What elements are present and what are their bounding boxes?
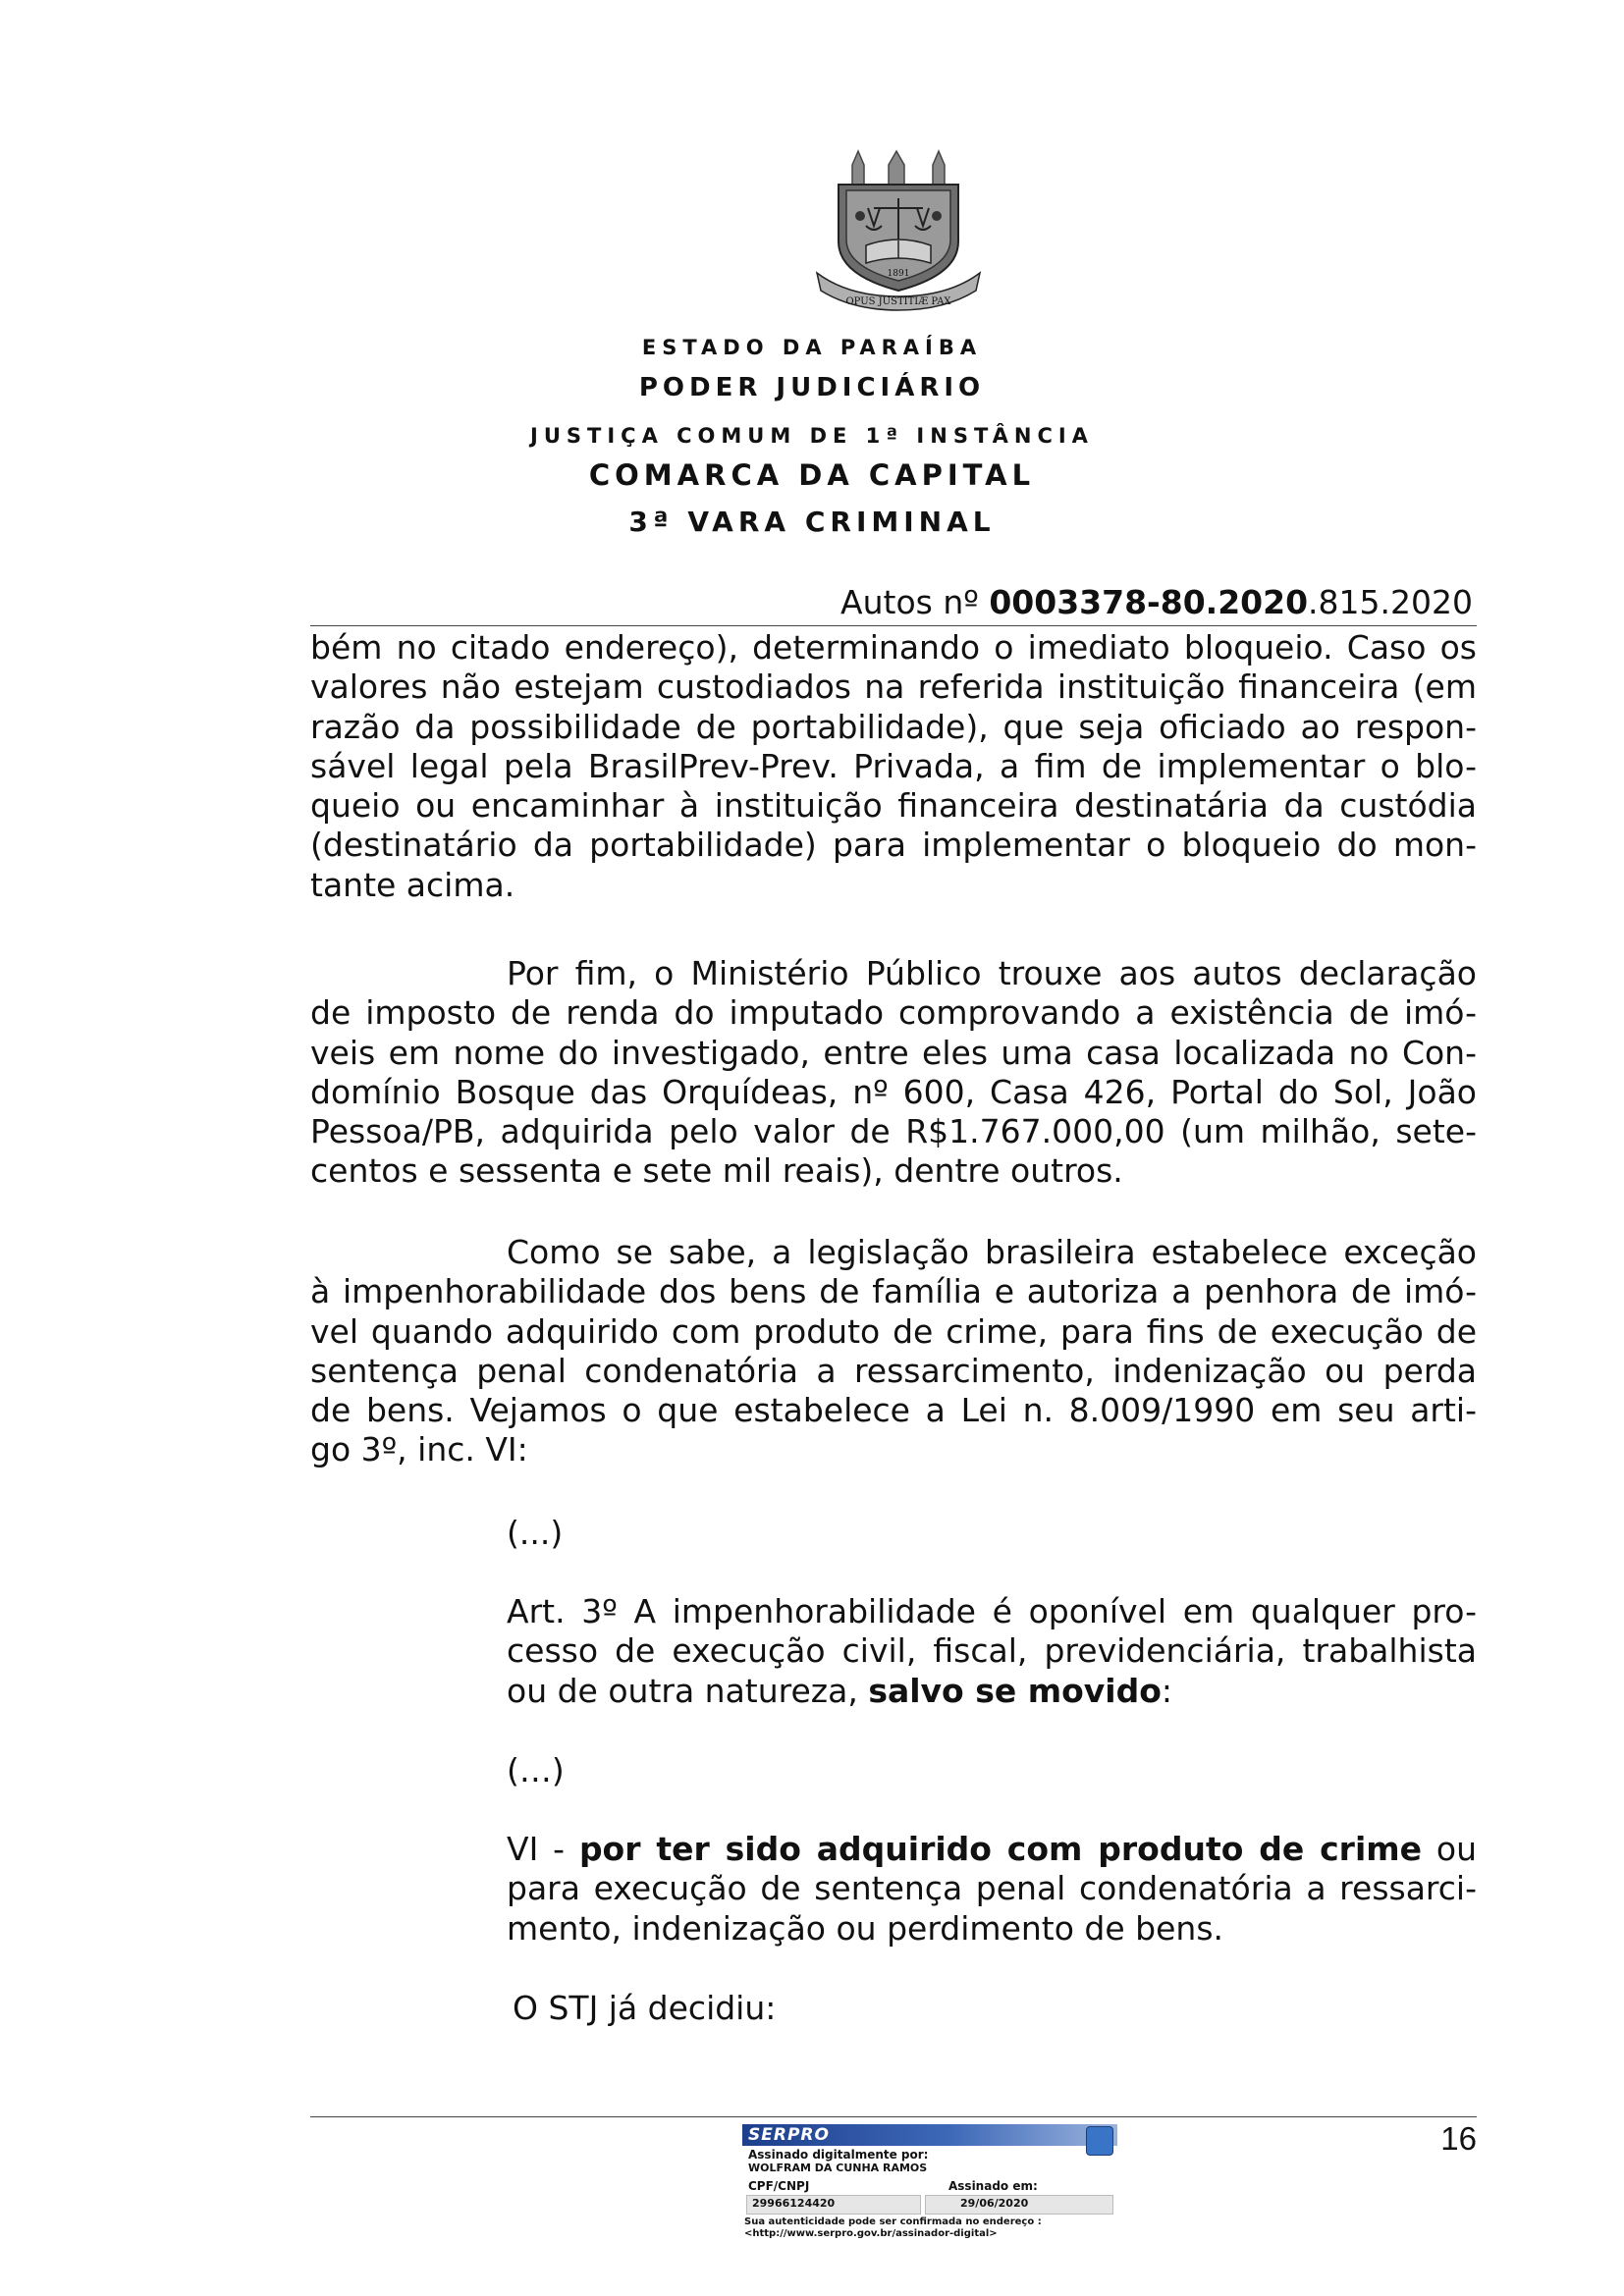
cpf-label: CPF/CNPJ — [748, 2179, 810, 2193]
signature-seal-icon — [1086, 2126, 1113, 2156]
paragraph-line: razão da possibilidade de portabilidade), que seja oficiado ao respon- — [310, 707, 1477, 746]
quote-line: Art. 3º A impenhorabilidade é oponível em qualquer pro- — [507, 1592, 1477, 1630]
quote-line: para execução de sentença penal condenatória a ressarci- — [507, 1869, 1477, 1908]
header-power: PODER JUDICIÁRIO — [638, 373, 986, 402]
header-state: ESTADO DA PARAÍBA — [641, 336, 983, 359]
quote-line — [507, 1830, 1477, 1869]
serpro-logo: SERPRO — [748, 2125, 830, 2145]
header-justice: JUSTIÇA COMUM DE 1ª INSTÂNCIA — [530, 424, 1094, 448]
paragraph-3 — [310, 1233, 1477, 1470]
quote-text: VI - — [507, 1830, 579, 1868]
verify-url: <http://www.serpro.gov.br/assinador-digital> — [744, 2228, 998, 2239]
cpf-value: 29966124420 — [752, 2197, 836, 2210]
paragraph-2 — [310, 954, 1477, 1192]
stj-intro: O STJ já decidiu: — [513, 1989, 777, 2027]
quote-line — [507, 1672, 1477, 1711]
quote-text: ou de outra natureza, — [507, 1671, 869, 1710]
paragraph-line: valores não estejam custodiados na referida instituição financeira (em — [310, 667, 1477, 707]
case-number-suffix: .815.2020 — [1308, 583, 1473, 621]
quote-ellipsis: (…) — [507, 1751, 565, 1789]
paragraph-line: bém no citado endereço), determinando o imediato bloqueio. Caso os — [310, 628, 1477, 667]
case-number-prefix: Autos nº — [840, 583, 990, 621]
quote-bold: por ter sido adquirido com produto de crime — [578, 1830, 1423, 1868]
page-number: 16 — [1440, 2120, 1477, 2157]
case-number — [840, 583, 1473, 621]
paragraph-line: centos e sessenta e sete mil reais), dentre outros. — [310, 1151, 1123, 1191]
paragraph-line: (destinatário da portabilidade) para implementar o bloqueio do mon- — [310, 826, 1477, 865]
paragraph-line: sável legal pela BrasilPrev-Prev. Privada, a fim de implementar o blo- — [310, 746, 1477, 785]
paragraph-line: vel quando adquirido com produto de crime, para fins de execução de — [310, 1311, 1477, 1351]
digital-signature-stamp — [742, 2124, 1117, 2242]
quote-line: cesso de execução civil, fiscal, previdenciária, trabalhista — [507, 1631, 1477, 1671]
paragraph-line: veis em nome do investigado, entre eles uma casa localizada no Con- — [310, 1033, 1477, 1072]
quote-text: : — [1161, 1671, 1173, 1710]
paragraph-line: à impenhorabilidade dos bens de família e autoriza a penhora de imó- — [310, 1272, 1477, 1311]
quote-ellipsis: (...) — [507, 1514, 564, 1552]
paragraph-line: de imposto de renda do imputado comprovando a existência de imó- — [310, 993, 1477, 1033]
paragraph-line: sentença penal condenatória a ressarcimento, indenização ou perda — [310, 1351, 1477, 1390]
court-crest-icon — [809, 147, 988, 312]
signed-at-value: 29/06/2020 — [960, 2197, 1029, 2210]
crest-motto: OPUS JUSTITIÆ PAX — [845, 296, 951, 307]
header-rule — [310, 625, 1477, 626]
footer-rule — [310, 2116, 1477, 2117]
crest-year: 1891 — [887, 269, 910, 279]
case-number-bold: 0003378-80.2020 — [989, 583, 1309, 621]
paragraph-line: tante acima. — [310, 865, 515, 904]
paragraph-line: queio ou encaminhar à instituição financeira destinatária da custódia — [310, 786, 1477, 826]
header-vara: 3ª VARA CRIMINAL — [628, 506, 996, 538]
signer-name: WOLFRAM DA CUNHA RAMOS — [748, 2162, 928, 2174]
quote-bold: salvo se movido — [868, 1671, 1162, 1710]
paragraph-1 — [310, 628, 1477, 905]
paragraph-line: Pessoa/PB, adquirida pelo valor de R$1.767.000,00 (um milhão, sete- — [310, 1112, 1477, 1151]
paragraph-line: de bens. Vejamos o que estabelece a Lei n. 8.009/1990 em seu arti- — [310, 1391, 1477, 1430]
paragraph-line: Por fim, o Ministério Público trouxe aos autos declaração — [507, 954, 1477, 992]
verify-text: Sua autenticidade pode ser confirmada no endereço : — [744, 2216, 1042, 2227]
signed-at-label: Assinado em: — [948, 2179, 1038, 2193]
paragraph-line: Como se sabe, a legislação brasileira estabelece exceção — [507, 1233, 1477, 1271]
signed-by-label: Assinado digitalmente por: — [748, 2148, 929, 2162]
paragraph-line: go 3º, inc. VI: — [310, 1430, 528, 1469]
quote-line: mento, indenização ou perdimento de bens. — [507, 1908, 1223, 1948]
quote-text: ou — [1422, 1830, 1477, 1868]
header-comarca: COMARCA DA CAPITAL — [588, 458, 1036, 492]
paragraph-line: domínio Bosque das Orquídeas, nº 600, Casa 426, Portal do Sol, João — [310, 1072, 1477, 1111]
law-quote-item — [507, 1830, 1477, 1949]
law-quote-article — [507, 1592, 1477, 1711]
